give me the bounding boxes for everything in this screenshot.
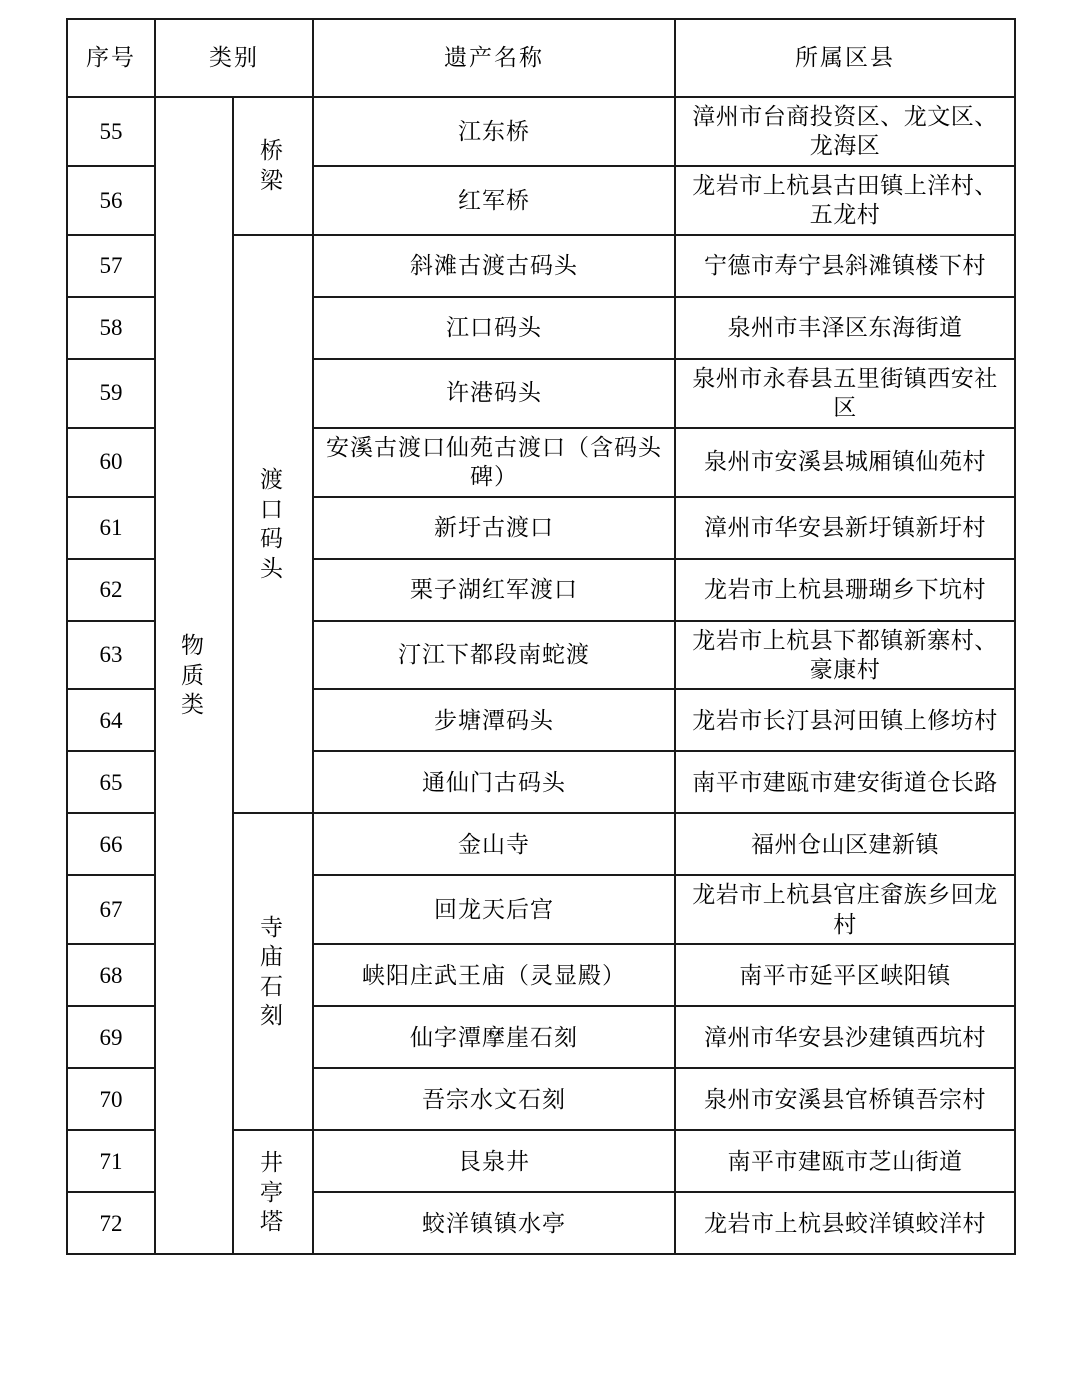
subcategory-cell [233, 97, 313, 235]
heritage-area: 龙岩市长汀县河田镇上修坊村 [675, 689, 1015, 751]
heritage-area: 漳州市华安县沙建镇西坑村 [675, 1006, 1015, 1068]
heritage-area: 福州仓山区建新镇 [675, 813, 1015, 875]
subcategory-cell [233, 813, 313, 1130]
heritage-name: 吾宗水文石刻 [313, 1068, 675, 1130]
heritage-area: 南平市延平区峡阳镇 [675, 944, 1015, 1006]
heritage-area: 南平市建瓯市建安街道仓长路 [675, 751, 1015, 813]
row-number: 69 [67, 1006, 155, 1068]
heritage-name: 金山寺 [313, 813, 675, 875]
header-row [67, 19, 1015, 97]
subcategory-label: 桥梁 [259, 138, 286, 193]
table-body [67, 97, 1015, 1254]
row-number: 71 [67, 1130, 155, 1192]
row-number: 58 [67, 297, 155, 359]
heritage-area: 龙岩市上杭县珊瑚乡下坑村 [675, 559, 1015, 621]
row-number: 61 [67, 497, 155, 559]
heritage-name: 峡阳庄武王庙（灵显殿） [313, 944, 675, 1006]
category-label: 物质类 [180, 633, 207, 718]
column-header-no: 序号 [67, 19, 155, 97]
heritage-name: 通仙门古码头 [313, 751, 675, 813]
column-header-name: 遗产名称 [313, 19, 675, 97]
column-header-category: 类别 [155, 19, 313, 97]
heritage-area: 泉州市安溪县官桥镇吾宗村 [675, 1068, 1015, 1130]
row-number: 60 [67, 428, 155, 497]
heritage-area: 泉州市永春县五里街镇西安社区 [675, 359, 1015, 428]
heritage-area: 宁德市寿宁县斜滩镇楼下村 [675, 235, 1015, 297]
row-number: 56 [67, 166, 155, 235]
heritage-area: 龙岩市上杭县古田镇上洋村、五龙村 [675, 166, 1015, 235]
heritage-name: 回龙天后宫 [313, 875, 675, 944]
subcategory-label: 井亭塔 [259, 1150, 286, 1234]
table-row [67, 97, 1015, 166]
heritage-name: 安溪古渡口仙苑古渡口（含码头碑） [313, 428, 675, 497]
row-number: 63 [67, 621, 155, 690]
heritage-area: 漳州市华安县新圩镇新圩村 [675, 497, 1015, 559]
row-number: 65 [67, 751, 155, 813]
row-number: 57 [67, 235, 155, 297]
row-number: 67 [67, 875, 155, 944]
heritage-name: 汀江下都段南蛇渡 [313, 621, 675, 690]
document-page [66, 18, 1014, 1255]
heritage-name: 新圩古渡口 [313, 497, 675, 559]
heritage-name: 斜滩古渡古码头 [313, 235, 675, 297]
heritage-area: 泉州市安溪县城厢镇仙苑村 [675, 428, 1015, 497]
row-number: 62 [67, 559, 155, 621]
column-header-area: 所属区县 [675, 19, 1015, 97]
row-number: 68 [67, 944, 155, 1006]
heritage-area: 龙岩市上杭县下都镇新寨村、豪康村 [675, 621, 1015, 690]
heritage-name: 艮泉井 [313, 1130, 675, 1192]
heritage-area: 泉州市丰泽区东海街道 [675, 297, 1015, 359]
row-number: 66 [67, 813, 155, 875]
heritage-name: 仙字潭摩崖石刻 [313, 1006, 675, 1068]
heritage-name: 蛟洋镇镇水亭 [313, 1192, 675, 1254]
subcategory-cell [233, 235, 313, 814]
row-number: 55 [67, 97, 155, 166]
row-number: 72 [67, 1192, 155, 1254]
subcategory-label: 渡口码头 [259, 467, 286, 581]
heritage-area: 漳州市台商投资区、龙文区、龙海区 [675, 97, 1015, 166]
heritage-area: 龙岩市上杭县官庄畲族乡回龙村 [675, 875, 1015, 944]
heritage-name: 红军桥 [313, 166, 675, 235]
row-number: 64 [67, 689, 155, 751]
heritage-name: 栗子湖红军渡口 [313, 559, 675, 621]
row-number: 70 [67, 1068, 155, 1130]
category-cell [155, 97, 233, 1254]
heritage-name: 许港码头 [313, 359, 675, 428]
heritage-area: 南平市建瓯市芝山街道 [675, 1130, 1015, 1192]
heritage-name: 江东桥 [313, 97, 675, 166]
heritage-area: 龙岩市上杭县蛟洋镇蛟洋村 [675, 1192, 1015, 1254]
heritage-table [66, 18, 1016, 1255]
table-header [67, 19, 1015, 97]
subcategory-label: 寺庙石刻 [259, 914, 286, 1029]
heritage-name: 江口码头 [313, 297, 675, 359]
subcategory-cell [233, 1130, 313, 1254]
row-number: 59 [67, 359, 155, 428]
heritage-name: 步塘潭码头 [313, 689, 675, 751]
